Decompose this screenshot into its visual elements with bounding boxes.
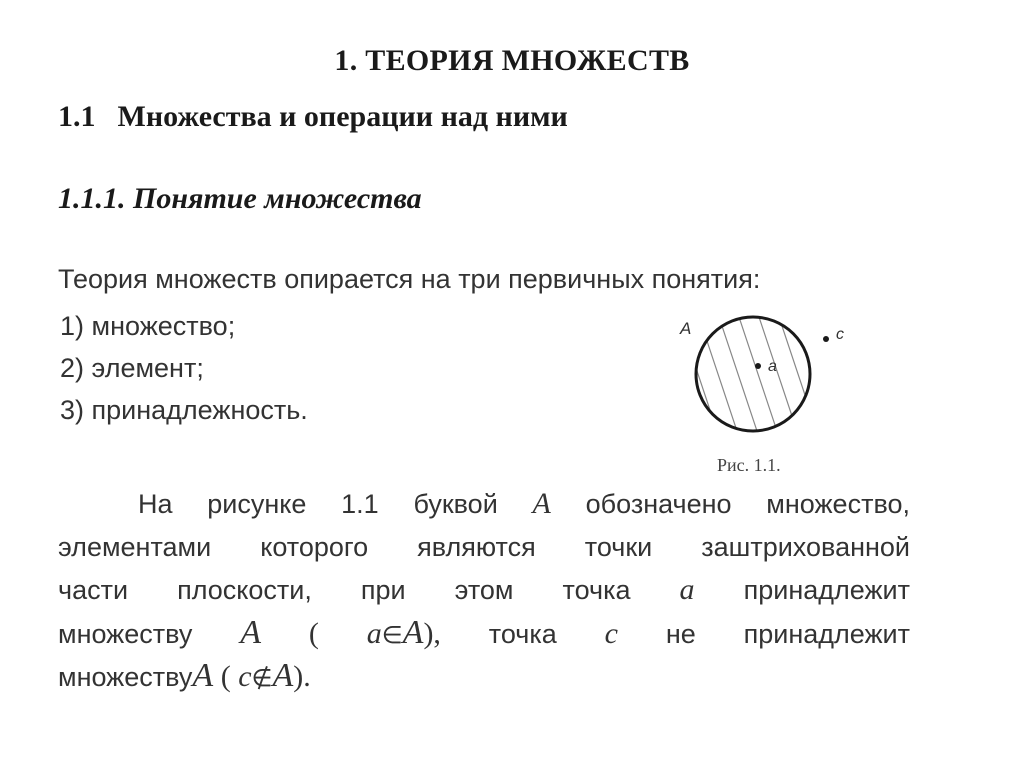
outer-point-label: c [836, 326, 844, 343]
outer-point [823, 336, 829, 342]
figure-caption: Рис. 1.1. [717, 455, 781, 475]
set-variable: A [240, 614, 262, 651]
hatch-lines [666, 308, 846, 458]
list-item: 1) множество; [60, 311, 236, 341]
set-variable: A [192, 657, 214, 694]
element-of-symbol: ∈ [381, 621, 403, 649]
paragraph-line [58, 656, 910, 699]
paragraph-line [58, 570, 910, 613]
body-paragraph [58, 484, 910, 699]
set-variable: A [272, 657, 294, 694]
text-span: На рисунке 1.1 буквой [138, 489, 498, 519]
open-paren: ( [308, 617, 319, 650]
set-variable: A [402, 614, 424, 651]
paragraph-line: элементами которого являются точки заштрихованной [58, 532, 910, 562]
set-variable: A [532, 487, 551, 520]
list-item: 2) элемент; [60, 353, 204, 383]
element-variable: c [604, 617, 618, 650]
section-title-text: Множества и операции над ними [117, 100, 568, 133]
text-span: принадлежит [743, 575, 910, 605]
set-label: A [680, 319, 692, 338]
intro-text: Теория множеств опирается на три первичных понятия: [58, 264, 761, 294]
chapter-title: 1. ТЕОРИЯ МНОЖЕСТВ [334, 44, 690, 77]
text-span: части плоскости, при этом точка [58, 575, 631, 605]
membership-expression [308, 614, 441, 651]
element-variable: a [679, 573, 695, 606]
text-span: не принадлежит [665, 619, 910, 649]
membership-expression [220, 657, 311, 694]
inner-point-label: a [768, 358, 777, 375]
section-title [58, 100, 568, 134]
paragraph-line [58, 613, 910, 656]
close-paren: ). [293, 660, 311, 693]
open-paren: ( [220, 660, 231, 693]
element-variable: a [366, 617, 382, 650]
text-span: множеству [58, 662, 193, 692]
subsection-title: 1.1.1. Понятие множества [58, 182, 422, 215]
list-item: 3) принадлежность. [60, 395, 308, 425]
text-span: точка [488, 619, 557, 649]
section-number: 1.1 [58, 100, 96, 133]
not-element-of-symbol: ∉ [251, 664, 273, 692]
element-variable: c [238, 660, 252, 693]
text-span: обозначено множество, [585, 489, 910, 519]
text-span: множеству [58, 619, 193, 649]
set-circle [696, 317, 810, 431]
concept-list [60, 308, 308, 434]
inner-point [755, 363, 761, 369]
paragraph-line [58, 484, 910, 527]
close-paren: ), [423, 617, 441, 650]
set-diagram [666, 308, 866, 458]
